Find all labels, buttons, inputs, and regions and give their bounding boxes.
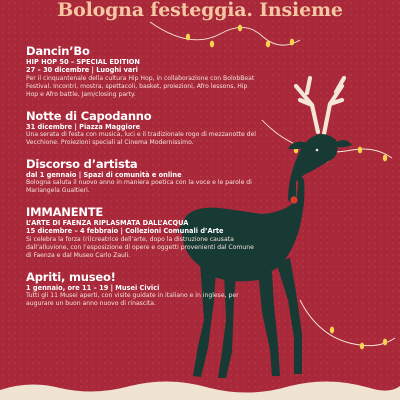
- event-title: Dancin’Bo: [26, 44, 90, 58]
- event-description: Tutti gli 11 Musei aperti, con visite guidate in italiano e in inglese, per augurare un buon anno nuovo di rinascita.: [26, 291, 239, 307]
- event-title: Discorso d’artista: [26, 156, 138, 171]
- events-column: [26, 44, 258, 318]
- event-date-place: 27 – 30 dicembre | Luoghi vari: [26, 66, 138, 75]
- event-subtitle: HIP HOP 50 – SPECIAL EDITION: [26, 58, 140, 66]
- event-title: Apriti, museo!: [26, 269, 116, 284]
- event-date-place: dal 1 gennaio | Spazi di comunità e online: [26, 170, 182, 179]
- event-notte-di-capodanno: [26, 109, 258, 147]
- event-description: Bologna saluta il nuovo anno in maniera poetica con la voce e le parole di Mariangela Gualtieri.: [26, 179, 252, 195]
- event-immanente: [26, 205, 258, 260]
- event-date-place: 15 dicembre – 4 febbraio | Collezioni Comunali d’Arte: [26, 227, 224, 236]
- event-description: Una serata di festa con musica, luci e il tradizionale rogo di mezzanotte del Vecchione. Proiezioni speciali al Cinema Modernissimo.: [26, 130, 256, 146]
- event-subtitle: L’ARTE DI FAENZA RIPLASMATA DALL’ACQUA: [26, 218, 189, 227]
- event-title: Notte di Capodanno: [26, 108, 152, 123]
- event-description: Si celebra la forza (ri)creatrice dell’arte, dopo la distruzione causata dall’alluvione, con l’esposizione di opere e oggetti provenienti dal Comune di Faenza e dal Museo Carlo Zauli.: [26, 235, 254, 259]
- event-discorso-dartista: [26, 157, 258, 195]
- page-title: Bologna festeggia. Insieme: [57, 0, 343, 21]
- event-description: Per il cinquantenale della cultura Hip Hop, in collaborazione con BolobBeat Festival. Incontri, mostra, spettacoli, basket, proiezioni, Afro lessons, Hip Hop e Afro battle, Jam/closing party.: [26, 74, 255, 98]
- event-title: IMMANENTE: [26, 204, 104, 219]
- event-apriti-museo: [26, 270, 258, 308]
- snowy-ground-icon: [0, 381, 400, 400]
- event-date-place: 1 gennaio, ore 11 – 19 | Musei Civici: [26, 283, 160, 292]
- event-dancinbo: [26, 44, 258, 99]
- event-date-place: 31 dicembre | Piazza Maggiore: [26, 122, 141, 131]
